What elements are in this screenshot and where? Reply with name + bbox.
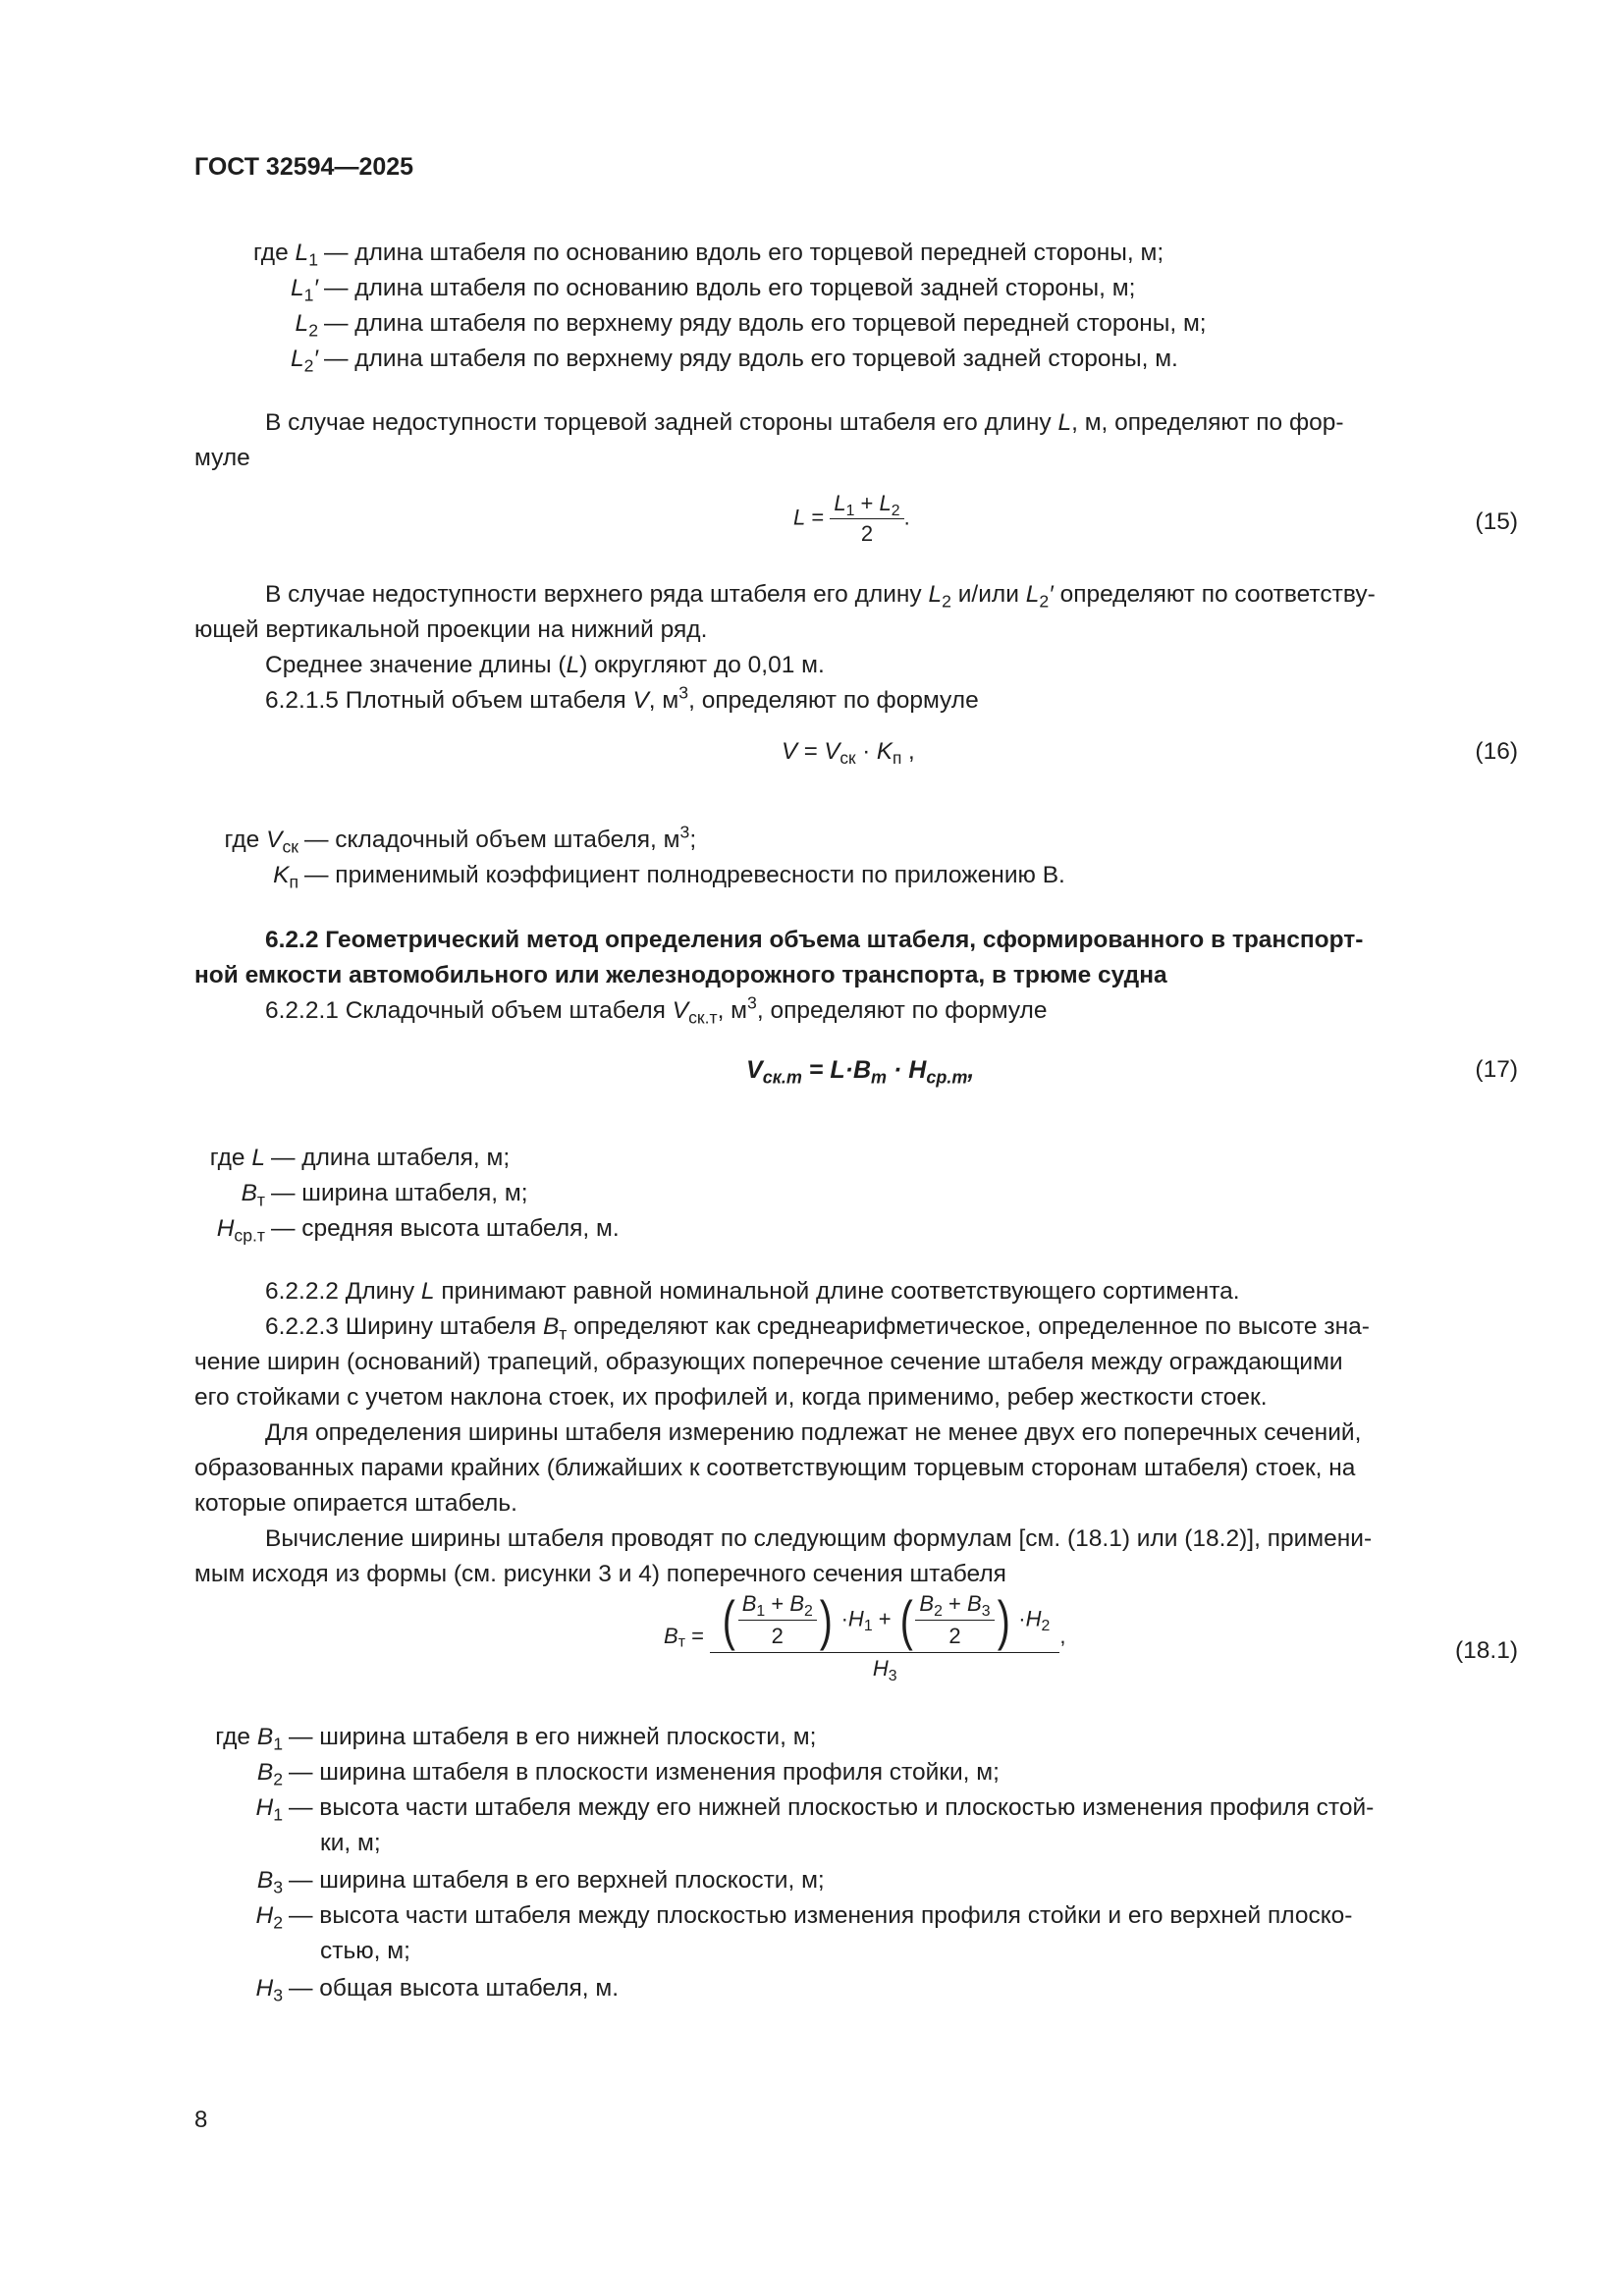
equation-18-1: $B_т$ = ( $\frac{B_1 + B_2}{2}$ ) $\cdot H_1$ + ( $\frac{B_2 + B_3}{2}$ ) $\cdot H_2$ $H_3$ , xyxy=(664,1588,1066,1684)
equation-number: (16) xyxy=(1475,738,1518,765)
paragraph-top-row: В случае недоступности верхнего ряда штабеля его длину $L_2$ и/или $L_2'$ определяют по соответству- ющей вертикальной проекции на нижний ряд. Среднее значение длины (L) округляют до 0,01 м. 6.2.1.5 Плотный объем штабеля V, $м^3$, определяют по формуле xyxy=(194,581,1376,714)
lead-word: где xyxy=(252,240,289,266)
definition-text: — длина штабеля по верхнему ряду вдоль его торцевой передней стороны, м; xyxy=(324,310,1207,337)
section-title: 6.2.2 Геометрический метод определения объема штабеля, сформированного в транспорт- xyxy=(265,927,1364,953)
equation-number: (18.1) xyxy=(1454,1637,1518,1664)
equation-number: (15) xyxy=(1475,508,1518,535)
definition-text: — длина штабеля по основанию вдоль его торцевой задней стороны, м; xyxy=(324,275,1136,301)
paragraph-rear-side: В случае недоступности торцевой задней стороны штабеля его длину L, м, определяют по фор- муле xyxy=(194,409,1344,471)
definition-text: — длина штабеля по верхнему ряду вдоль его торцевой задней стороны, м. xyxy=(324,346,1178,372)
definition-text: — длина штабеля по основанию вдоль его торцевой передней стороны, м; xyxy=(324,240,1164,266)
equation-16: $V = V_{ск} \cdot K_п$ , xyxy=(782,738,915,769)
section-6-2-2: 6.2.2 Геометрический метод определения объема штабеля, сформированного в транспорт- ной емкости автомобильного или железнодорожного транспорта, в трюме судна 6.2.2.1 Складочный объем штабеля $V_{ск.т}$, $м^3$, определяют по формуле xyxy=(194,923,1518,1029)
equation-number: (17) xyxy=(1475,1056,1518,1083)
document-header: ГОСТ 32594—2025 xyxy=(194,153,414,181)
paragraphs-6-2-2-2: 6.2.2.2 Длину L принимают равной номинальной длине соответствующего сортимента. 6.2.2.3 Ширину штабеля $B_т$ определяют как среднеарифметическое, определенное по высоте зна- чение ширин (оснований) трапеций, образующих поперечное сечение штабеля между ограждающими его стойками с учетом наклона стоек, их профилей и, когда применимо, ребер жесткости стоек. Для определения ширины штабеля измерению подлежат не менее двух его поперечных сечений, образованных парами крайних (ближайших к соответствующим торцевым сторонам штабеля) стоек, на которые опирается штабель. Вычисление ширины штабеля проводят по следующим формулам [см. (18.1) или (18.2)], примени- мым исходя из формы (см. рисунки 3 и 4) поперечного сечения штабеля xyxy=(194,1278,1373,1587)
equation-15: L = $\frac{L_1 + L_2}{2}$ . xyxy=(793,491,910,546)
equation-17: $V_{ск.т} = L\cdot B_т \cdot H_{ср.т}$, xyxy=(746,1056,975,1088)
page-number: 8 xyxy=(194,2107,208,2133)
